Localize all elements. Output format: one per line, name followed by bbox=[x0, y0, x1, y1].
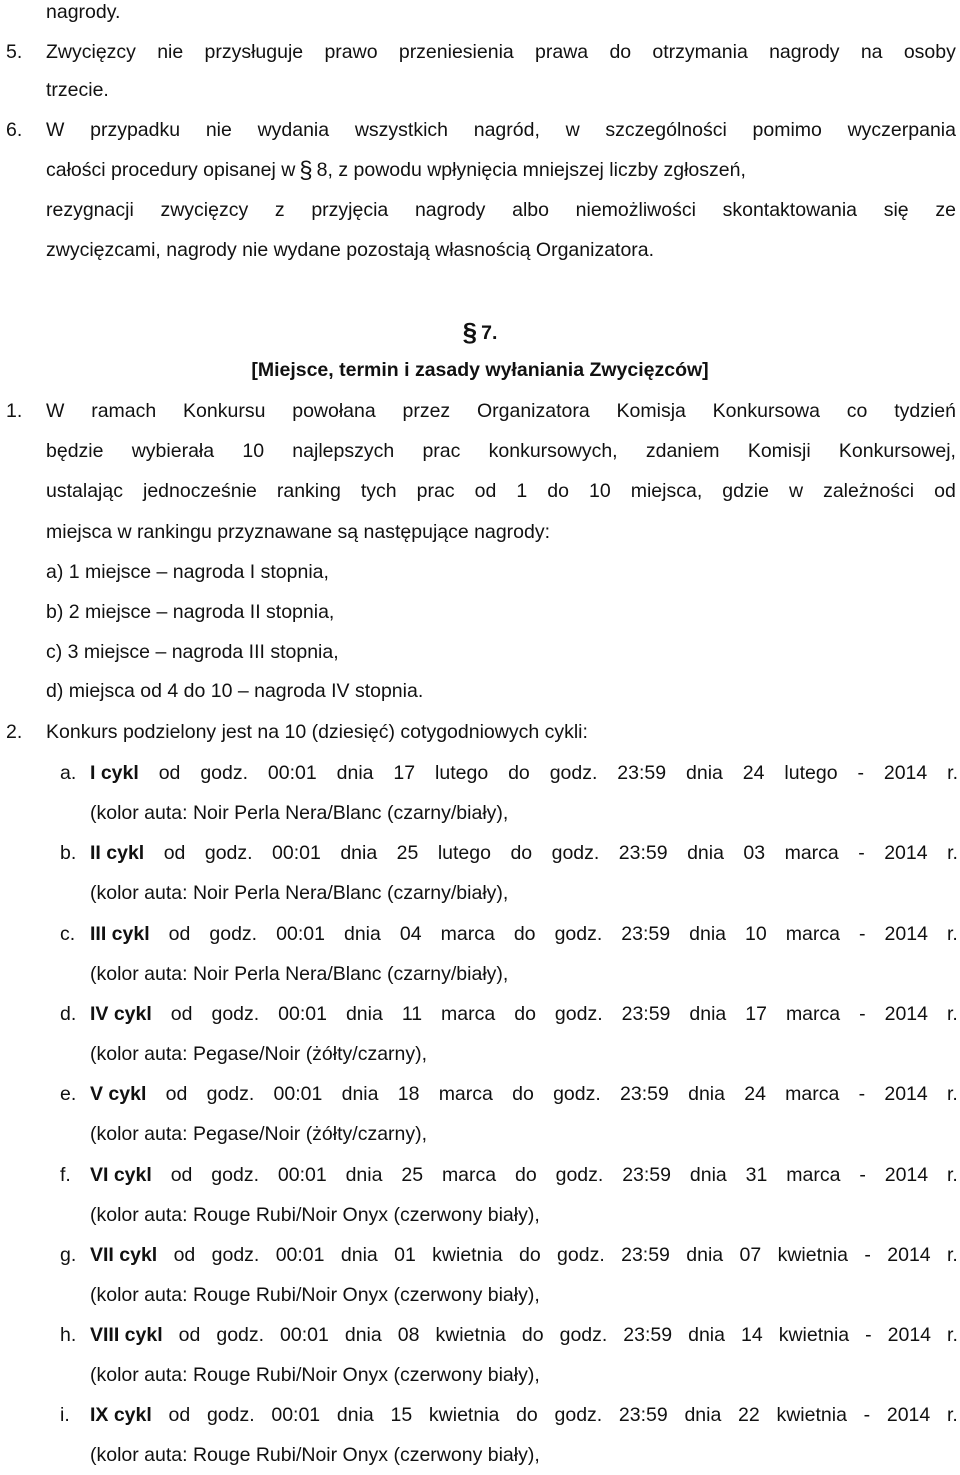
cycle-car-color: (kolor auta: Noir Perla Nera/Blanc (czarny/biały), bbox=[90, 962, 509, 985]
word: w bbox=[788, 480, 804, 502]
word: przyjęcia bbox=[311, 199, 389, 221]
word: w bbox=[565, 119, 580, 141]
word: godz. bbox=[211, 1163, 259, 1186]
word: godz. bbox=[554, 1404, 603, 1427]
paragraph-line bbox=[46, 391, 956, 431]
section-number bbox=[0, 312, 960, 352]
paragraph-line: zwycięzcami, nagrody nie wydane pozostają własnością Organizatora. bbox=[46, 239, 655, 261]
prize-item: c) 3 miejsce – nagroda III stopnia, bbox=[46, 641, 339, 663]
word: marca bbox=[440, 922, 495, 945]
word: 31 bbox=[745, 1163, 768, 1186]
cycle-letter: c. bbox=[60, 922, 76, 945]
word: 18 bbox=[397, 1083, 420, 1106]
word: 1 bbox=[516, 480, 528, 502]
word: od bbox=[158, 762, 181, 784]
word: 00:01 bbox=[273, 1083, 323, 1106]
word: zwycięzcy bbox=[160, 199, 249, 221]
word: Komisja bbox=[616, 400, 686, 422]
word: ustalając bbox=[46, 480, 123, 502]
cycle-period bbox=[90, 833, 958, 873]
word: 2014 bbox=[887, 1243, 931, 1266]
word: - bbox=[863, 1404, 871, 1427]
word: dnia bbox=[340, 1243, 378, 1266]
word: do bbox=[512, 1083, 534, 1106]
cycle-letter: g. bbox=[60, 1243, 77, 1266]
word: dnia bbox=[344, 1324, 382, 1347]
word: dnia bbox=[336, 1404, 374, 1427]
cycle-name: V cykl bbox=[90, 1083, 147, 1106]
word: przypadku bbox=[90, 119, 181, 141]
paragraph-continuation: nagrody. bbox=[46, 1, 121, 23]
section-sign-icon: § bbox=[462, 317, 478, 347]
word: wydania bbox=[257, 119, 330, 141]
word: r. bbox=[947, 1324, 958, 1347]
word: miejsca, bbox=[630, 480, 703, 502]
word: wszystkich bbox=[354, 119, 449, 141]
word: ze bbox=[935, 199, 956, 221]
cycle-letter: i. bbox=[60, 1404, 70, 1427]
word: W bbox=[46, 119, 65, 141]
word: marca bbox=[785, 1083, 840, 1106]
word: 25 bbox=[396, 842, 419, 865]
word: 00:01 bbox=[272, 842, 321, 865]
word: od bbox=[934, 480, 956, 502]
word: r. bbox=[947, 842, 958, 865]
word: 23:59 bbox=[620, 1083, 669, 1106]
word: 00:01 bbox=[278, 1002, 327, 1025]
paragraph-line: trzecie. bbox=[46, 79, 109, 101]
word: 23:59 bbox=[618, 842, 668, 865]
cycle-letter: b. bbox=[60, 842, 77, 865]
word: Konkursowej, bbox=[838, 440, 956, 462]
cycle-period bbox=[90, 1155, 958, 1195]
word: kwietnia bbox=[435, 1324, 506, 1347]
text-segment: 8, z powodu wpłynięcia mniejszej liczby zgłoszeń, bbox=[316, 159, 746, 181]
word: 2014 bbox=[886, 1404, 931, 1427]
paragraph-line bbox=[46, 190, 956, 230]
word: dnia bbox=[686, 762, 723, 784]
word: godz. bbox=[553, 1083, 601, 1106]
word: 23:59 bbox=[618, 1404, 668, 1427]
word: Komisji bbox=[747, 440, 811, 462]
cycle-period bbox=[90, 994, 958, 1034]
word: od bbox=[170, 1163, 193, 1186]
word: 23:59 bbox=[617, 762, 667, 784]
word: nagrody bbox=[769, 41, 840, 63]
paragraph-line bbox=[46, 32, 956, 72]
cycle-name: III cykl bbox=[90, 922, 150, 945]
word: jednocześnie bbox=[143, 480, 257, 502]
word: dnia bbox=[345, 1002, 383, 1025]
word: pomimo bbox=[752, 119, 822, 141]
word: godz. bbox=[209, 922, 258, 945]
word: niemożliwości bbox=[575, 199, 696, 221]
word: nagrody bbox=[414, 199, 486, 221]
cycle-period bbox=[90, 1074, 958, 1114]
paragraph-line bbox=[46, 431, 956, 471]
word: od bbox=[163, 842, 186, 865]
word: dnia bbox=[689, 1163, 727, 1186]
word: od bbox=[170, 1002, 193, 1025]
word: najlepszych bbox=[292, 440, 395, 462]
cycle-car-color: (kolor auta: Noir Perla Nera/Blanc (czarny/biały), bbox=[90, 802, 509, 824]
word: r. bbox=[947, 1163, 958, 1186]
word: kwietnia bbox=[778, 1324, 850, 1347]
word: godz. bbox=[559, 1324, 608, 1347]
word: do bbox=[515, 1163, 537, 1186]
word: 2014 bbox=[887, 1324, 932, 1347]
word: prawa bbox=[535, 41, 589, 63]
cycle-car-color: (kolor auta: Rouge Rubi/Noir Onyx (czerwony biały), bbox=[90, 1364, 540, 1387]
word: 23:59 bbox=[621, 1002, 671, 1025]
word: nagród, bbox=[473, 119, 540, 141]
word: z bbox=[274, 199, 285, 221]
cycle-name: II cykl bbox=[90, 842, 145, 865]
cycle-letter: f. bbox=[60, 1163, 71, 1186]
word: do bbox=[609, 41, 632, 63]
word: 11 bbox=[401, 1002, 423, 1025]
paragraph-line bbox=[46, 110, 956, 150]
word: 00:01 bbox=[267, 762, 317, 784]
point-number: 1. bbox=[6, 400, 23, 422]
word: r. bbox=[947, 1083, 958, 1106]
word: 00:01 bbox=[271, 1404, 321, 1427]
word: dnia bbox=[336, 762, 374, 784]
word: dnia bbox=[686, 1243, 724, 1266]
word: skontaktowania bbox=[722, 199, 858, 221]
word: do bbox=[521, 1324, 544, 1347]
word: od bbox=[178, 1324, 201, 1347]
word: lutego bbox=[435, 762, 489, 784]
word: godz. bbox=[211, 1243, 260, 1266]
word: 2014 bbox=[884, 1163, 929, 1186]
word: godz. bbox=[204, 842, 253, 865]
word: prac bbox=[422, 440, 461, 462]
word: od bbox=[165, 1083, 188, 1106]
word: 00:01 bbox=[276, 922, 325, 945]
word: 25 bbox=[401, 1163, 424, 1186]
word: - bbox=[859, 1163, 866, 1186]
word: 15 bbox=[390, 1404, 413, 1427]
word: albo bbox=[512, 199, 549, 221]
section-sign-icon: § bbox=[299, 157, 313, 184]
word: przez bbox=[402, 400, 451, 422]
word: prac bbox=[416, 480, 455, 502]
cycle-car-color: (kolor auta: Rouge Rubi/Noir Onyx (czerwony biały), bbox=[90, 1203, 540, 1226]
word: zdaniem bbox=[645, 440, 720, 462]
cycle-name: VIII cykl bbox=[90, 1324, 163, 1347]
cycle-name: VII cykl bbox=[90, 1243, 158, 1266]
word: szczególności bbox=[605, 119, 727, 141]
cycle-car-color: (kolor auta: Rouge Rubi/Noir Onyx (czerwony biały), bbox=[90, 1283, 540, 1306]
word: godz. bbox=[554, 1002, 603, 1025]
word: godz. bbox=[206, 1404, 255, 1427]
word: 10 bbox=[589, 480, 611, 502]
word: r. bbox=[946, 1002, 958, 1025]
word: 10 bbox=[745, 922, 767, 945]
cycle-period bbox=[90, 1315, 958, 1355]
word: marca bbox=[786, 1163, 841, 1186]
word: 22 bbox=[738, 1404, 760, 1427]
cycle-car-color: (kolor auta: Rouge Rubi/Noir Onyx (czerwony biały), bbox=[90, 1444, 540, 1467]
word: lutego bbox=[437, 842, 491, 865]
prize-item: b) 2 miejsce – nagroda II stopnia, bbox=[46, 601, 335, 623]
word: 04 bbox=[399, 922, 422, 945]
section-title: [Miejsce, termin i zasady wyłaniania Zwycięzców] bbox=[251, 359, 709, 381]
point-number: 6. bbox=[6, 119, 23, 141]
word: od bbox=[474, 480, 497, 502]
word: dnia bbox=[684, 1404, 722, 1427]
prize-item: a) 1 miejsce – nagroda I stopnia, bbox=[46, 561, 329, 583]
word: 08 bbox=[397, 1324, 420, 1347]
word: 14 bbox=[740, 1324, 763, 1347]
cycle-name: IV cykl bbox=[90, 1002, 152, 1025]
point-number: 2. bbox=[6, 721, 23, 743]
word: lutego bbox=[784, 762, 838, 784]
word: przysługuje bbox=[204, 41, 304, 63]
word: 23:59 bbox=[621, 1243, 670, 1266]
word: - bbox=[858, 842, 865, 865]
word: dnia bbox=[689, 922, 727, 945]
word: 01 bbox=[394, 1243, 416, 1266]
word: 03 bbox=[743, 842, 766, 865]
word: godz. bbox=[554, 922, 603, 945]
text-segment: całości procedury opisanej w bbox=[46, 159, 296, 181]
word: od bbox=[173, 1243, 196, 1266]
word: nie bbox=[157, 41, 184, 63]
word: osoby bbox=[903, 41, 956, 63]
word: r. bbox=[947, 762, 958, 784]
word: dnia bbox=[689, 1002, 727, 1025]
word: do bbox=[516, 1404, 538, 1427]
word: dnia bbox=[341, 1083, 379, 1106]
word: od bbox=[168, 1404, 191, 1427]
word: od bbox=[168, 922, 191, 945]
word: rezygnacji bbox=[46, 199, 134, 221]
word: Organizatora bbox=[476, 400, 590, 422]
word: 23:59 bbox=[622, 1163, 672, 1186]
word: marca bbox=[441, 1163, 497, 1186]
word: 00:01 bbox=[275, 1243, 325, 1266]
word: do bbox=[547, 480, 569, 502]
cycle-period bbox=[90, 1395, 958, 1435]
cycle-car-color: (kolor auta: Pegase/Noir (żółty/czarny), bbox=[90, 1123, 428, 1146]
word: wybierała bbox=[131, 440, 215, 462]
word: kwietnia bbox=[428, 1404, 500, 1427]
cycle-car-color: (kolor auta: Noir Perla Nera/Blanc (czarny/biały), bbox=[90, 882, 509, 905]
word: 23:59 bbox=[621, 922, 671, 945]
word: dnia bbox=[687, 842, 724, 865]
word: dnia bbox=[343, 922, 381, 945]
word: kwietnia bbox=[432, 1243, 503, 1266]
word: marca bbox=[785, 1002, 841, 1025]
word: - bbox=[859, 922, 866, 945]
word: godz. bbox=[211, 1002, 260, 1025]
paragraph-line: miejsca w rankingu przyznawane są następujące nagrody: bbox=[46, 521, 551, 543]
word: Konkursu bbox=[183, 400, 266, 422]
word: ranking bbox=[276, 480, 341, 502]
word: co bbox=[846, 400, 868, 422]
word: - bbox=[865, 1324, 872, 1347]
cycle-period bbox=[90, 1235, 958, 1275]
word: 2014 bbox=[884, 1002, 928, 1025]
cycle-letter: a. bbox=[60, 762, 77, 784]
word: r. bbox=[946, 1404, 958, 1427]
word: 10 bbox=[242, 440, 265, 462]
word: 24 bbox=[744, 1083, 766, 1106]
word: 2014 bbox=[883, 762, 928, 784]
paragraph-line: Konkurs podzielony jest na 10 (dziesięć) cotygodniowych cykli: bbox=[46, 721, 588, 743]
cycle-letter: d. bbox=[60, 1002, 77, 1025]
word: ramach bbox=[91, 400, 157, 422]
word: się bbox=[883, 199, 909, 221]
word: godz. bbox=[555, 1163, 604, 1186]
word: do bbox=[513, 922, 536, 945]
word: 17 bbox=[393, 762, 416, 784]
cycle-car-color: (kolor auta: Pegase/Noir (żółty/czarny), bbox=[90, 1042, 428, 1065]
cycle-name: IX cykl bbox=[90, 1404, 152, 1427]
word: godz. bbox=[549, 762, 598, 784]
word: marca bbox=[438, 1083, 493, 1106]
word: otrzymania bbox=[652, 41, 748, 63]
word: r. bbox=[947, 1243, 958, 1266]
word: godz. bbox=[557, 1243, 605, 1266]
word: nie bbox=[205, 119, 232, 141]
word: do bbox=[514, 1002, 536, 1025]
word: kwietnia bbox=[777, 1243, 849, 1266]
word: marca bbox=[785, 922, 840, 945]
word: 23:59 bbox=[623, 1324, 673, 1347]
word: prawo bbox=[324, 41, 378, 63]
word: do bbox=[508, 762, 530, 784]
word: marca bbox=[784, 842, 839, 865]
word: r. bbox=[946, 922, 958, 945]
point-number: 5. bbox=[6, 41, 23, 63]
paragraph-line bbox=[46, 471, 956, 511]
cycle-name: VI cykl bbox=[90, 1163, 152, 1186]
word: - bbox=[857, 762, 864, 784]
cycle-period bbox=[90, 753, 958, 793]
word: - bbox=[858, 1083, 866, 1106]
paragraph-line bbox=[46, 150, 746, 190]
word: 17 bbox=[745, 1002, 767, 1025]
word: gdzie bbox=[722, 480, 769, 502]
word: W bbox=[46, 400, 65, 422]
word: zależności bbox=[823, 480, 915, 502]
word: 2014 bbox=[884, 1083, 928, 1106]
word: konkursowych, bbox=[488, 440, 618, 462]
word: dnia bbox=[688, 1083, 725, 1106]
word: do bbox=[510, 842, 533, 865]
word: dnia bbox=[688, 1324, 725, 1347]
word: do bbox=[518, 1243, 541, 1266]
word: godz. bbox=[206, 1083, 255, 1106]
word: godz. bbox=[551, 842, 600, 865]
word: tydzień bbox=[894, 400, 956, 422]
word: 24 bbox=[742, 762, 765, 784]
word: powołana bbox=[292, 400, 376, 422]
word: 2014 bbox=[884, 922, 928, 945]
word: przeniesienia bbox=[398, 41, 514, 63]
word: - bbox=[859, 1002, 866, 1025]
word: Zwycięzcy bbox=[46, 41, 136, 63]
word: 00:01 bbox=[277, 1163, 327, 1186]
cycle-letter: h. bbox=[60, 1324, 77, 1347]
word: marca bbox=[441, 1002, 496, 1025]
section-number-text: 7. bbox=[481, 322, 498, 344]
word: kwietnia bbox=[776, 1404, 847, 1427]
word: 00:01 bbox=[280, 1324, 329, 1347]
word: 07 bbox=[739, 1243, 762, 1266]
word: dnia bbox=[345, 1163, 383, 1186]
word: tych bbox=[360, 480, 397, 502]
word: - bbox=[864, 1243, 871, 1266]
cycle-period bbox=[90, 914, 958, 954]
word: godz. bbox=[200, 762, 249, 784]
word: dnia bbox=[340, 842, 378, 865]
word: godz. bbox=[216, 1324, 265, 1347]
cycle-name: I cykl bbox=[90, 762, 139, 784]
word: 2014 bbox=[884, 842, 928, 865]
word: wyczerpania bbox=[847, 119, 956, 141]
word: będzie bbox=[46, 440, 104, 462]
word: na bbox=[860, 41, 883, 63]
word: Konkursowa bbox=[712, 400, 820, 422]
prize-item: d) miejsca od 4 do 10 – nagroda IV stopnia. bbox=[46, 680, 424, 702]
cycle-letter: e. bbox=[60, 1083, 77, 1106]
